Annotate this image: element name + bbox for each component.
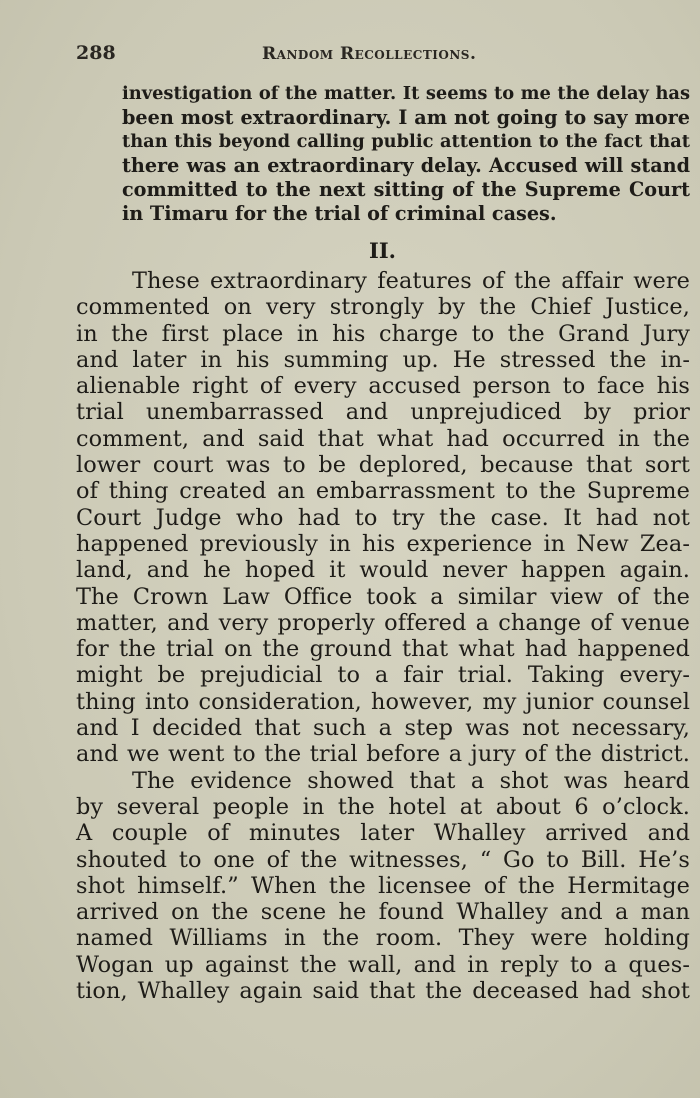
body-line: comment, and said that what had occurred in the [76,425,690,452]
body-line: named Williams in the room. They were holding [76,925,690,952]
quote-line: there was an extraordinary delay. Accused will stand [122,154,690,177]
body-line: trial unembarrassed and unprejudiced by prior [76,399,690,426]
body-line: A couple of minutes later Whalley arrived and [76,820,690,847]
body-line: These extraordinary features of the affair were [132,268,690,294]
paragraph-1 [76,268,690,768]
body-line: in the first place in his charge to the Grand Jury [76,320,690,347]
body-line: of thing created an embarrassment to the Supreme [76,478,690,505]
body-line: Wogan up against the wall, and in reply to a ques- [76,951,690,978]
body-line: shot himself.” When the licensee of the Hermitage [76,872,690,899]
body-line: shouted to one of the witnesses, “ Go to Bill. He’s [76,846,690,873]
body-line: and later in his summing up. He stressed the in- [76,346,690,373]
running-title: Random Recollections. [262,44,477,64]
quote-line: investigation of the matter. It seems to me the delay has [122,83,690,104]
body-line: happened previously in his experience in New Zea- [76,530,690,557]
section-heading: II. [369,238,396,263]
body-line: lower court was to be deplored, because that sort [76,452,690,479]
body-line: The evidence showed that a shot was heard [132,767,690,794]
body-line: for the trial on the ground that what had happened [76,636,690,663]
body-line: Court Judge who had to try the case. It had not [76,504,690,531]
quoted-passage [122,82,690,226]
body-line: commented on very strongly by the Chief Justice, [76,294,690,321]
body-line: might be prejudicial to a fair trial. Taking every- [76,662,690,689]
quote-line: committed to the next sitting of the Supreme Court [122,178,690,201]
body-line: tion, Whalley again said that the deceased had shot [76,978,690,1005]
body-line: land, and he hoped it would never happen again. [76,557,690,584]
body-line: The Crown Law Office took a similar view of the [76,583,690,610]
quote-line: been most extraordinary. I am not going to say more [122,106,690,129]
quote-line: than this beyond calling public attention to the fact that [122,131,690,152]
body-line: matter, and very properly offered a change of venue [76,609,690,636]
page-header [76,42,690,72]
body-line: alienable right of every accused person to face his [76,373,690,400]
body-line: and I decided that such a step was not necessary, [76,715,690,742]
body-line: and we went to the trial before a jury of the district. [76,741,690,768]
page-number: 288 [76,42,116,64]
body-line: thing into consideration, however, my junior counsel [76,688,690,715]
quote-line: in Timaru for the trial of criminal cases. [122,202,557,225]
body-text [76,268,690,1004]
paragraph-2 [76,768,690,1005]
body-line: arrived on the scene he found Whalley and a man [76,899,690,926]
body-line: by several people in the hotel at about 6 o’clock. [76,793,690,820]
